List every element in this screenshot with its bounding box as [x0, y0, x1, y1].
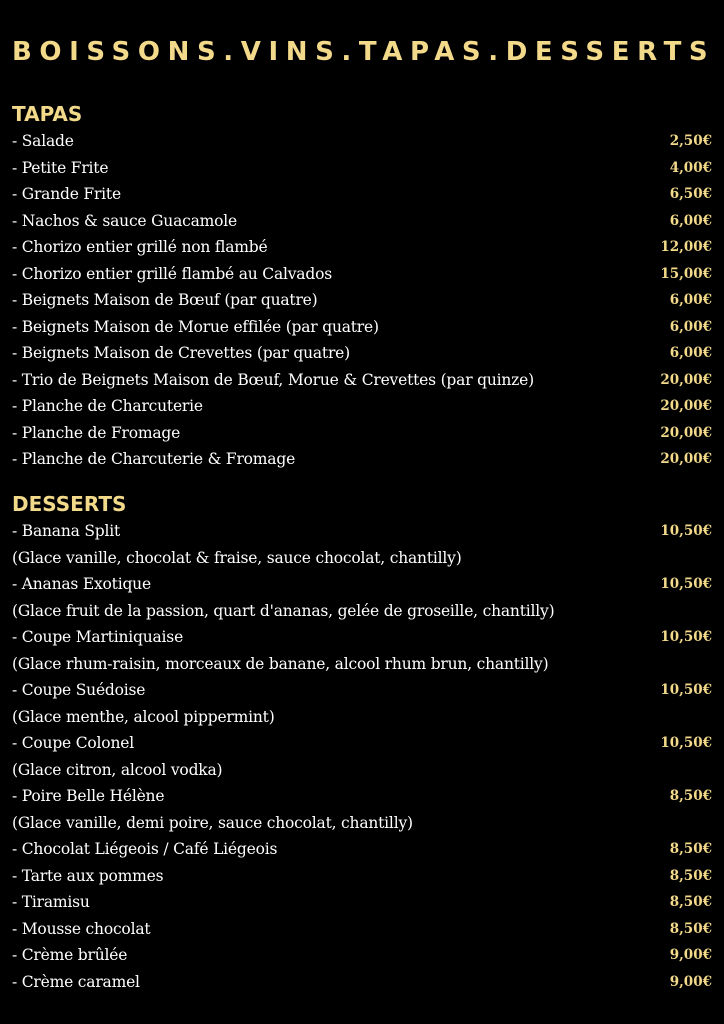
item-name: - Grande Frite: [12, 185, 121, 203]
menu-item: [12, 863, 712, 890]
item-name: - Beignets Maison de Morue effilée (par quatre): [12, 317, 379, 336]
item-name: - Chorizo entier grillé non flambé: [12, 238, 268, 256]
menu-item: [12, 261, 712, 288]
item-name: - Tiramisu: [12, 893, 90, 911]
item-description-row: [12, 704, 712, 731]
item-price: 20,00€: [660, 398, 712, 414]
item-price: 8,50€: [669, 841, 712, 857]
desserts-list: [12, 518, 712, 995]
menu-item: [12, 889, 712, 916]
item-name: - Beignets Maison de Bœuf (par quatre): [12, 291, 318, 309]
item-name: - Planche de Charcuterie & Fromage: [12, 450, 296, 468]
item-description: (Glace menthe, alcool pippermint): [12, 707, 275, 726]
desserts-section: [12, 490, 712, 995]
item-description-row: [12, 545, 712, 572]
menu-item: [12, 518, 712, 545]
menu-item: [12, 571, 712, 598]
item-description: (Glace vanille, chocolat & fraise, sauce chocolat, chantilly): [12, 548, 462, 567]
item-description: (Glace fruit de la passion, quart d'ananas, gelée de groseille, chantilly): [12, 601, 555, 620]
menu-item: [12, 393, 712, 420]
item-description: (Glace vanille, demi poire, sauce chocolat, chantilly): [12, 813, 413, 832]
item-price: 20,00€: [660, 371, 712, 388]
item-name: - Salade: [12, 132, 74, 150]
item-description-row: [12, 757, 712, 784]
item-price: 12,00€: [660, 239, 712, 255]
item-name: - Planche de Fromage: [12, 423, 181, 442]
menu-item: [12, 677, 712, 704]
menu-item: [12, 624, 712, 651]
tapas-heading: TAPAS: [12, 102, 83, 126]
menu-title: BOISSONS.VINS.TAPAS.DESSERTS: [12, 37, 716, 67]
item-price: 10,50€: [660, 576, 712, 592]
item-price: 8,50€: [669, 894, 712, 910]
menu-item: [12, 155, 712, 182]
item-price: 4,00€: [669, 159, 712, 176]
menu-item: [12, 420, 712, 447]
item-name: - Banana Split: [12, 522, 121, 540]
item-price: 10,50€: [660, 682, 712, 698]
item-price: 8,50€: [669, 920, 712, 937]
item-name: - Coupe Colonel: [12, 734, 134, 752]
item-price: 8,50€: [669, 867, 712, 884]
item-description-row: [12, 598, 712, 625]
item-name: - Trio de Beignets Maison de Bœuf, Morue & Crevettes (par quinze): [12, 370, 534, 389]
menu-item: [12, 128, 712, 155]
item-price: 6,00€: [669, 318, 712, 335]
item-name: - Planche de Charcuterie: [12, 397, 203, 415]
item-price: 8,50€: [669, 788, 712, 804]
item-description: (Glace rhum-raisin, morceaux de banane, alcool rhum brun, chantilly): [12, 654, 549, 673]
item-name: - Chorizo entier grillé flambé au Calvados: [12, 264, 332, 283]
menu-item: [12, 783, 712, 810]
desserts-heading: DESSERTS: [12, 492, 127, 516]
item-description-row: [12, 651, 712, 678]
item-name: - Ananas Exotique: [12, 575, 151, 593]
menu-item: [12, 836, 712, 863]
item-price: 10,50€: [660, 735, 712, 751]
menu-item: [12, 916, 712, 943]
item-name: - Coupe Martiniquaise: [12, 628, 184, 646]
item-price: 10,50€: [660, 629, 712, 645]
item-name: - Beignets Maison de Crevettes (par quatre): [12, 344, 350, 362]
item-price: 6,00€: [669, 212, 712, 229]
item-price: 20,00€: [660, 424, 712, 441]
item-description: (Glace citron, alcool vodka): [12, 760, 223, 779]
menu-item: [12, 234, 712, 261]
item-price: 2,50€: [669, 133, 712, 149]
item-price: 6,50€: [669, 186, 712, 202]
menu-item: [12, 181, 712, 208]
item-description-row: [12, 810, 712, 837]
item-price: 20,00€: [660, 451, 712, 467]
menu-item: [12, 287, 712, 314]
item-price: 9,00€: [669, 973, 712, 990]
item-price: 6,00€: [669, 292, 712, 308]
item-price: 9,00€: [669, 947, 712, 963]
item-price: 10,50€: [660, 523, 712, 539]
item-name: - Nachos & sauce Guacamole: [12, 211, 238, 230]
menu-item: [12, 969, 712, 996]
menu-item: [12, 340, 712, 367]
item-price: 15,00€: [660, 265, 712, 282]
item-price: 6,00€: [669, 345, 712, 361]
item-name: - Crème brûlée: [12, 946, 128, 964]
menu-item: [12, 942, 712, 969]
menu-item: [12, 367, 712, 394]
item-name: - Petite Frite: [12, 158, 109, 177]
item-name: - Crème caramel: [12, 972, 140, 991]
tapas-section: [12, 100, 712, 473]
menu-item: [12, 730, 712, 757]
menu-item: [12, 208, 712, 235]
menu-item: [12, 446, 712, 473]
item-name: - Tarte aux pommes: [12, 866, 164, 885]
tapas-list: [12, 128, 712, 473]
item-name: - Coupe Suédoise: [12, 681, 146, 699]
menu-item: [12, 314, 712, 341]
item-name: - Poire Belle Hélène: [12, 787, 165, 805]
item-name: - Mousse chocolat: [12, 919, 151, 938]
item-name: - Chocolat Liégeois / Café Liégeois: [12, 840, 278, 858]
